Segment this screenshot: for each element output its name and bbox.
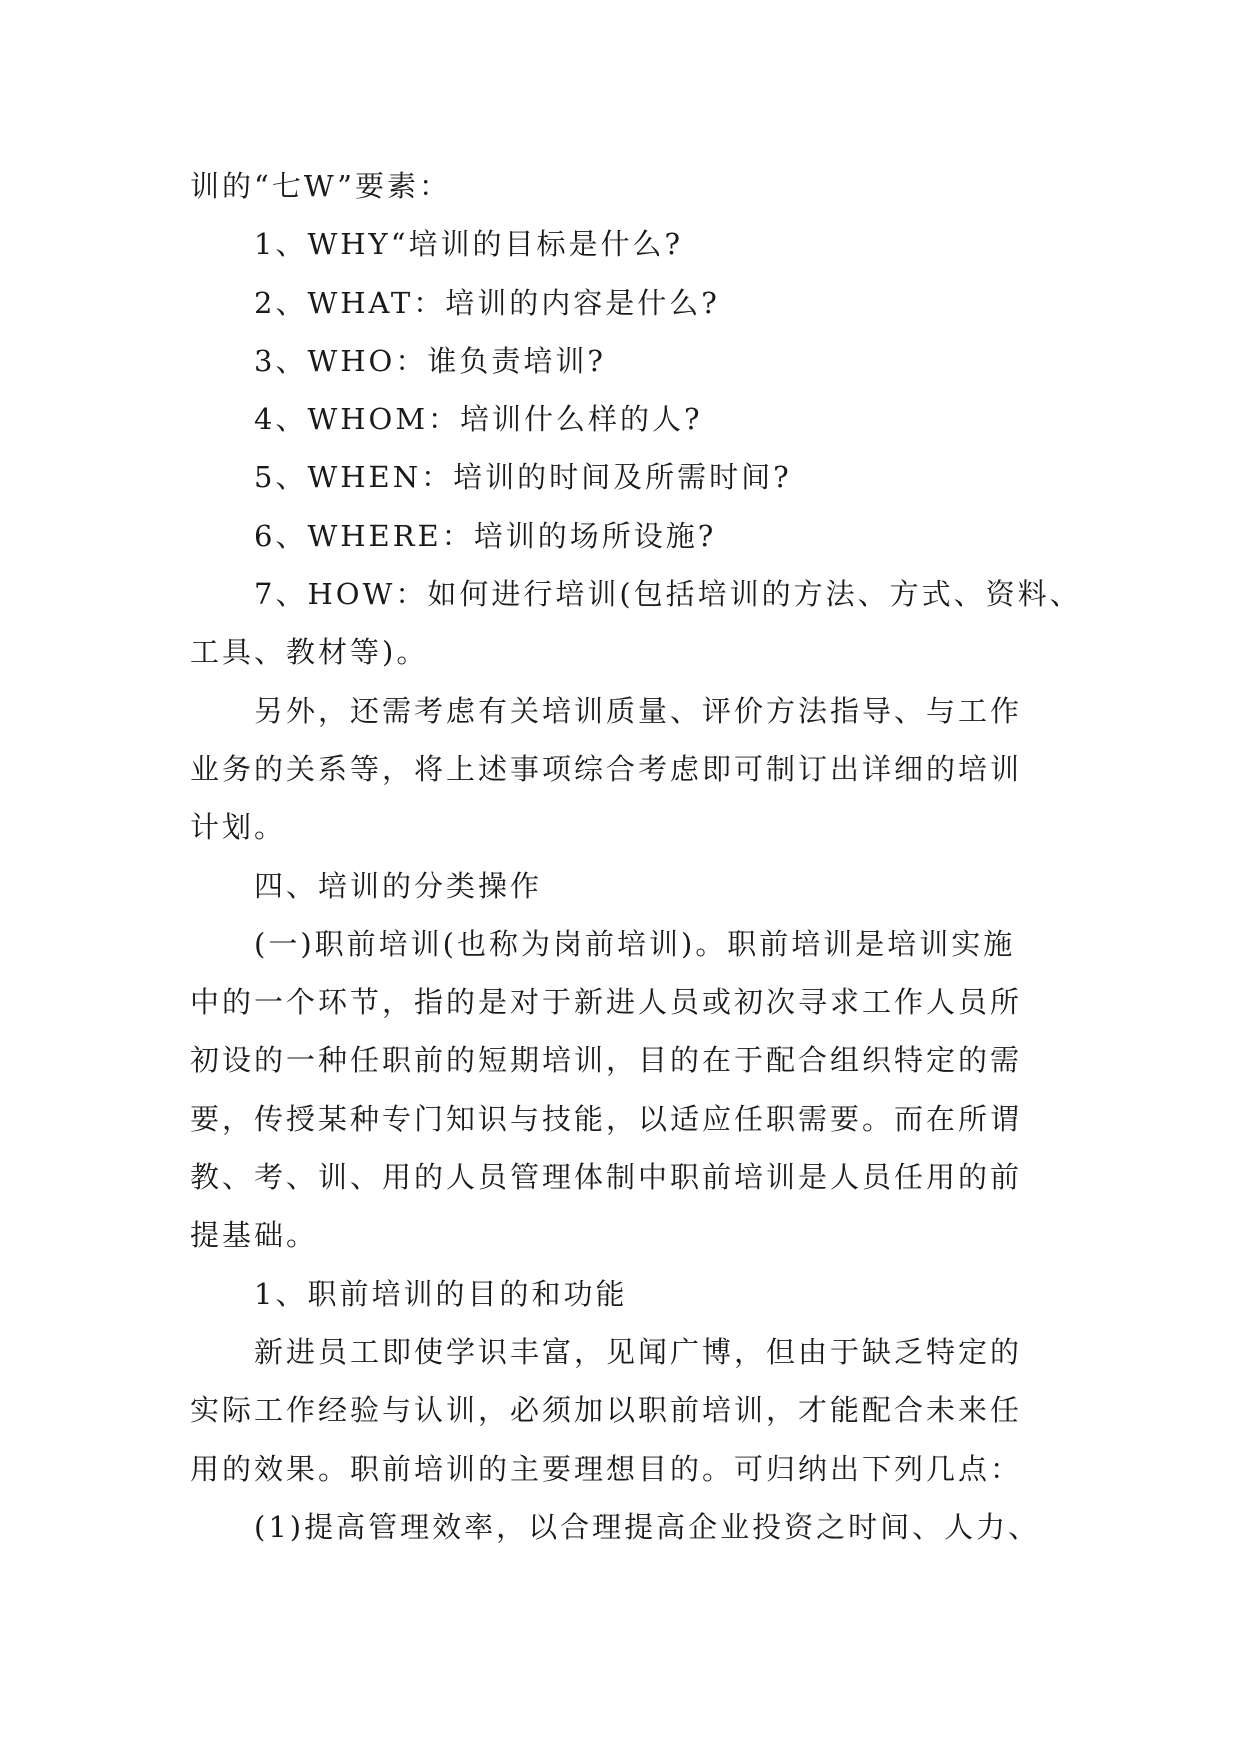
text-line: 计划。 [190, 810, 287, 845]
list-item-what: 2、WHAT：培训的内容是什么? [254, 285, 720, 320]
text-line: 教、考、训、用的人员管理体制中职前培训是人员任用的前 [190, 1160, 1023, 1195]
subsection-heading: (一)职前培训(也称为岗前培训)。职前培训是培训实施 [254, 926, 1016, 961]
subsection-heading: 1、职前培训的目的和功能 [254, 1276, 628, 1311]
text-line: 实际工作经验与认训，必须加以职前培训，才能配合未来任 [190, 1393, 1023, 1428]
list-item-who: 3、WHO：谁负责培训? [254, 343, 606, 378]
paragraph-line: 新进员工即使学识丰富，见闻广博，但由于缺乏特定的 [254, 1334, 1023, 1369]
text-line: 要，传授某种专门知识与技能，以适应任职需要。而在所谓 [190, 1101, 1023, 1136]
paragraph-line: 另外，还需考虑有关培训质量、评价方法指导、与工作 [254, 693, 1023, 728]
list-item: (1)提高管理效率，以合理提高企业投资之时间、人力、 [254, 1509, 1041, 1544]
text-line: 业务的关系等，将上述事项综合考虑即可制订出详细的培训 [190, 751, 1023, 786]
list-item-why: 1、WHY“培训的目标是什么? [254, 227, 684, 262]
list-item-whom: 4、WHOM：培训什么样的人? [254, 402, 703, 437]
text-line: 用的效果。职前培训的主要理想目的。可归纳出下列几点： [190, 1451, 1023, 1486]
section-heading: 四、培训的分类操作 [254, 868, 543, 903]
list-item-when: 5、WHEN：培训的时间及所需时间? [254, 460, 792, 495]
list-item-how: 7、HOW：如何进行培训(包括培训的方法、方式、资料、 [254, 577, 1082, 612]
text-line: 提基础。 [190, 1218, 319, 1253]
text-line: 工具、教材等)。 [190, 635, 429, 670]
list-item-where: 6、WHERE：培训的场所设施? [254, 518, 717, 553]
text-line: 中的一个环节，指的是对于新进人员或初次寻求工作人员所 [190, 985, 1023, 1020]
text-line: 训的“七W”要素： [190, 169, 451, 203]
text-line: 初设的一种任职前的短期培训，目的在于配合组织特定的需 [190, 1043, 1023, 1078]
document-body [190, 157, 1090, 1556]
